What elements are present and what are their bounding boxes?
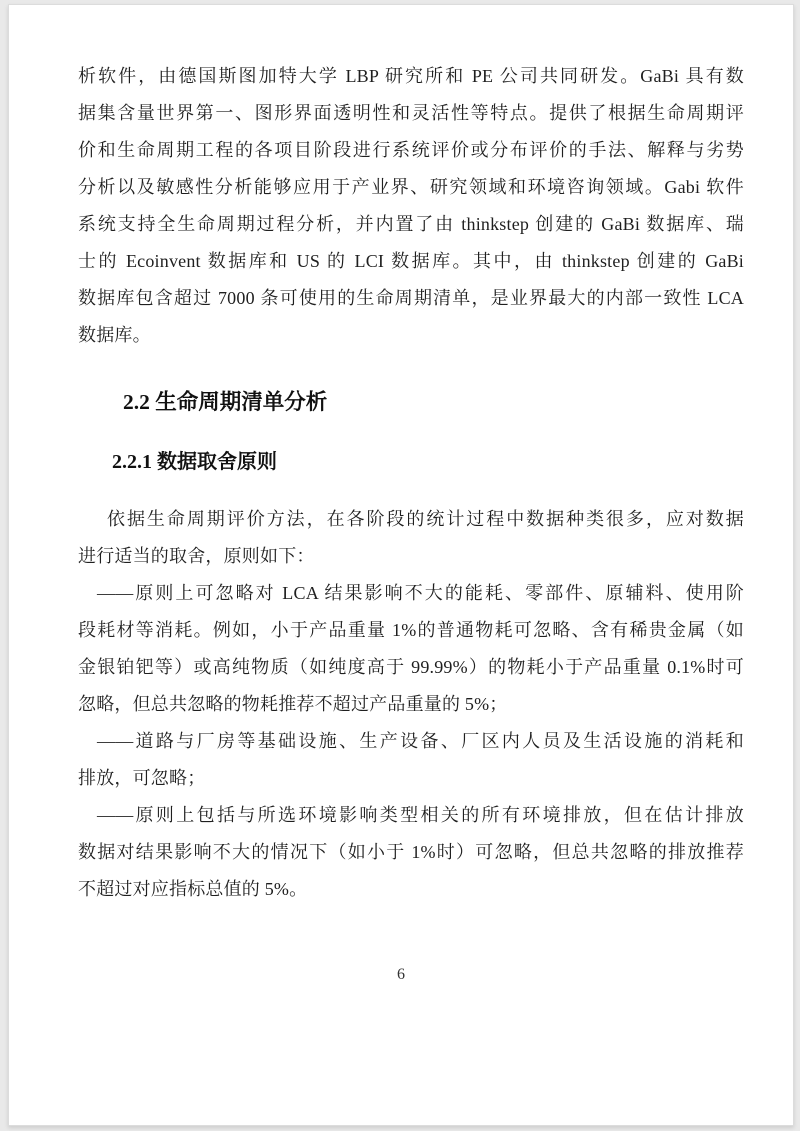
para-rule-negligible-consumption bbox=[78, 575, 744, 723]
heading-section-2-2-1: 2.2.1 数据取舍原则 bbox=[112, 451, 277, 473]
document-content bbox=[78, 58, 744, 908]
para-rule-emissions bbox=[78, 797, 744, 908]
text-line: 依据生命周期评价方法，在各阶段的统计过程中数据种类很多，应对数据 bbox=[107, 509, 744, 529]
document-page bbox=[8, 4, 794, 1126]
text-line: 排放，可忽略； bbox=[78, 768, 206, 788]
para-data-selection-intro bbox=[78, 501, 744, 575]
para-rule-infrastructure bbox=[78, 723, 744, 797]
text-line: 分析以及敏感性分析能够应用于产业界、研究领域和环境咨询领域。Gabi 软件 bbox=[78, 177, 744, 197]
text-line: 进行适当的取舍，原则如下： bbox=[78, 546, 315, 566]
text-line: 段耗材等消耗。例如，小于产品重量 1%的普通物耗可忽略、含有稀贵金属（如 bbox=[78, 620, 744, 640]
heading-section-2-2: 2.2 生命周期清单分析 bbox=[123, 390, 328, 414]
text-line: 析软件，由德国斯图加特大学 LBP 研究所和 PE 公司共同研发。GaBi 具有数 bbox=[78, 66, 744, 86]
text-line: 金银铂钯等）或高纯物质（如纯度高于 99.99%）的物耗小于产品重量 0.1%时可 bbox=[78, 657, 744, 677]
text-line: ——原则上包括与所选环境影响类型相关的所有环境排放，但在估计排放 bbox=[97, 805, 744, 825]
text-line: 数据库包含超过 7000 条可使用的生命周期清单，是业界最大的内部一致性 LCA bbox=[78, 288, 744, 308]
text-line: ——原则上可忽略对 LCA 结果影响不大的能耗、零部件、原辅料、使用阶 bbox=[97, 583, 744, 603]
text-line: ——道路与厂房等基础设施、生产设备、厂区内人员及生活设施的消耗和 bbox=[97, 731, 744, 751]
text-line: 不超过对应指标总值的 5%。 bbox=[78, 879, 308, 899]
text-line: 数据对结果影响不大的情况下（如小于 1%时）可忽略，但总共忽略的排放推荐 bbox=[78, 842, 744, 862]
para-gabi-software-continuation bbox=[78, 58, 744, 354]
page-footer bbox=[9, 965, 793, 985]
text-line: 价和生命周期工程的各项目阶段进行系统评价或分布评价的手法、解释与劣势 bbox=[78, 140, 744, 160]
text-line: 士的 Ecoinvent 数据库和 US 的 LCI 数据库。其中，由 thinkstep 创建的 GaBi bbox=[78, 251, 744, 271]
page-number: 6 bbox=[397, 966, 405, 983]
text-line: 系统支持全生命周期过程分析，并内置了由 thinkstep 创建的 GaBi 数据库、瑞 bbox=[78, 214, 744, 234]
text-line: 忽略，但总共忽略的物耗推荐不超过产品重量的 5%； bbox=[78, 694, 508, 714]
text-line: 据集含量世界第一、图形界面透明性和灵活性等特点。提供了根据生命周期评 bbox=[78, 103, 744, 123]
text-line: 数据库。 bbox=[78, 325, 151, 345]
